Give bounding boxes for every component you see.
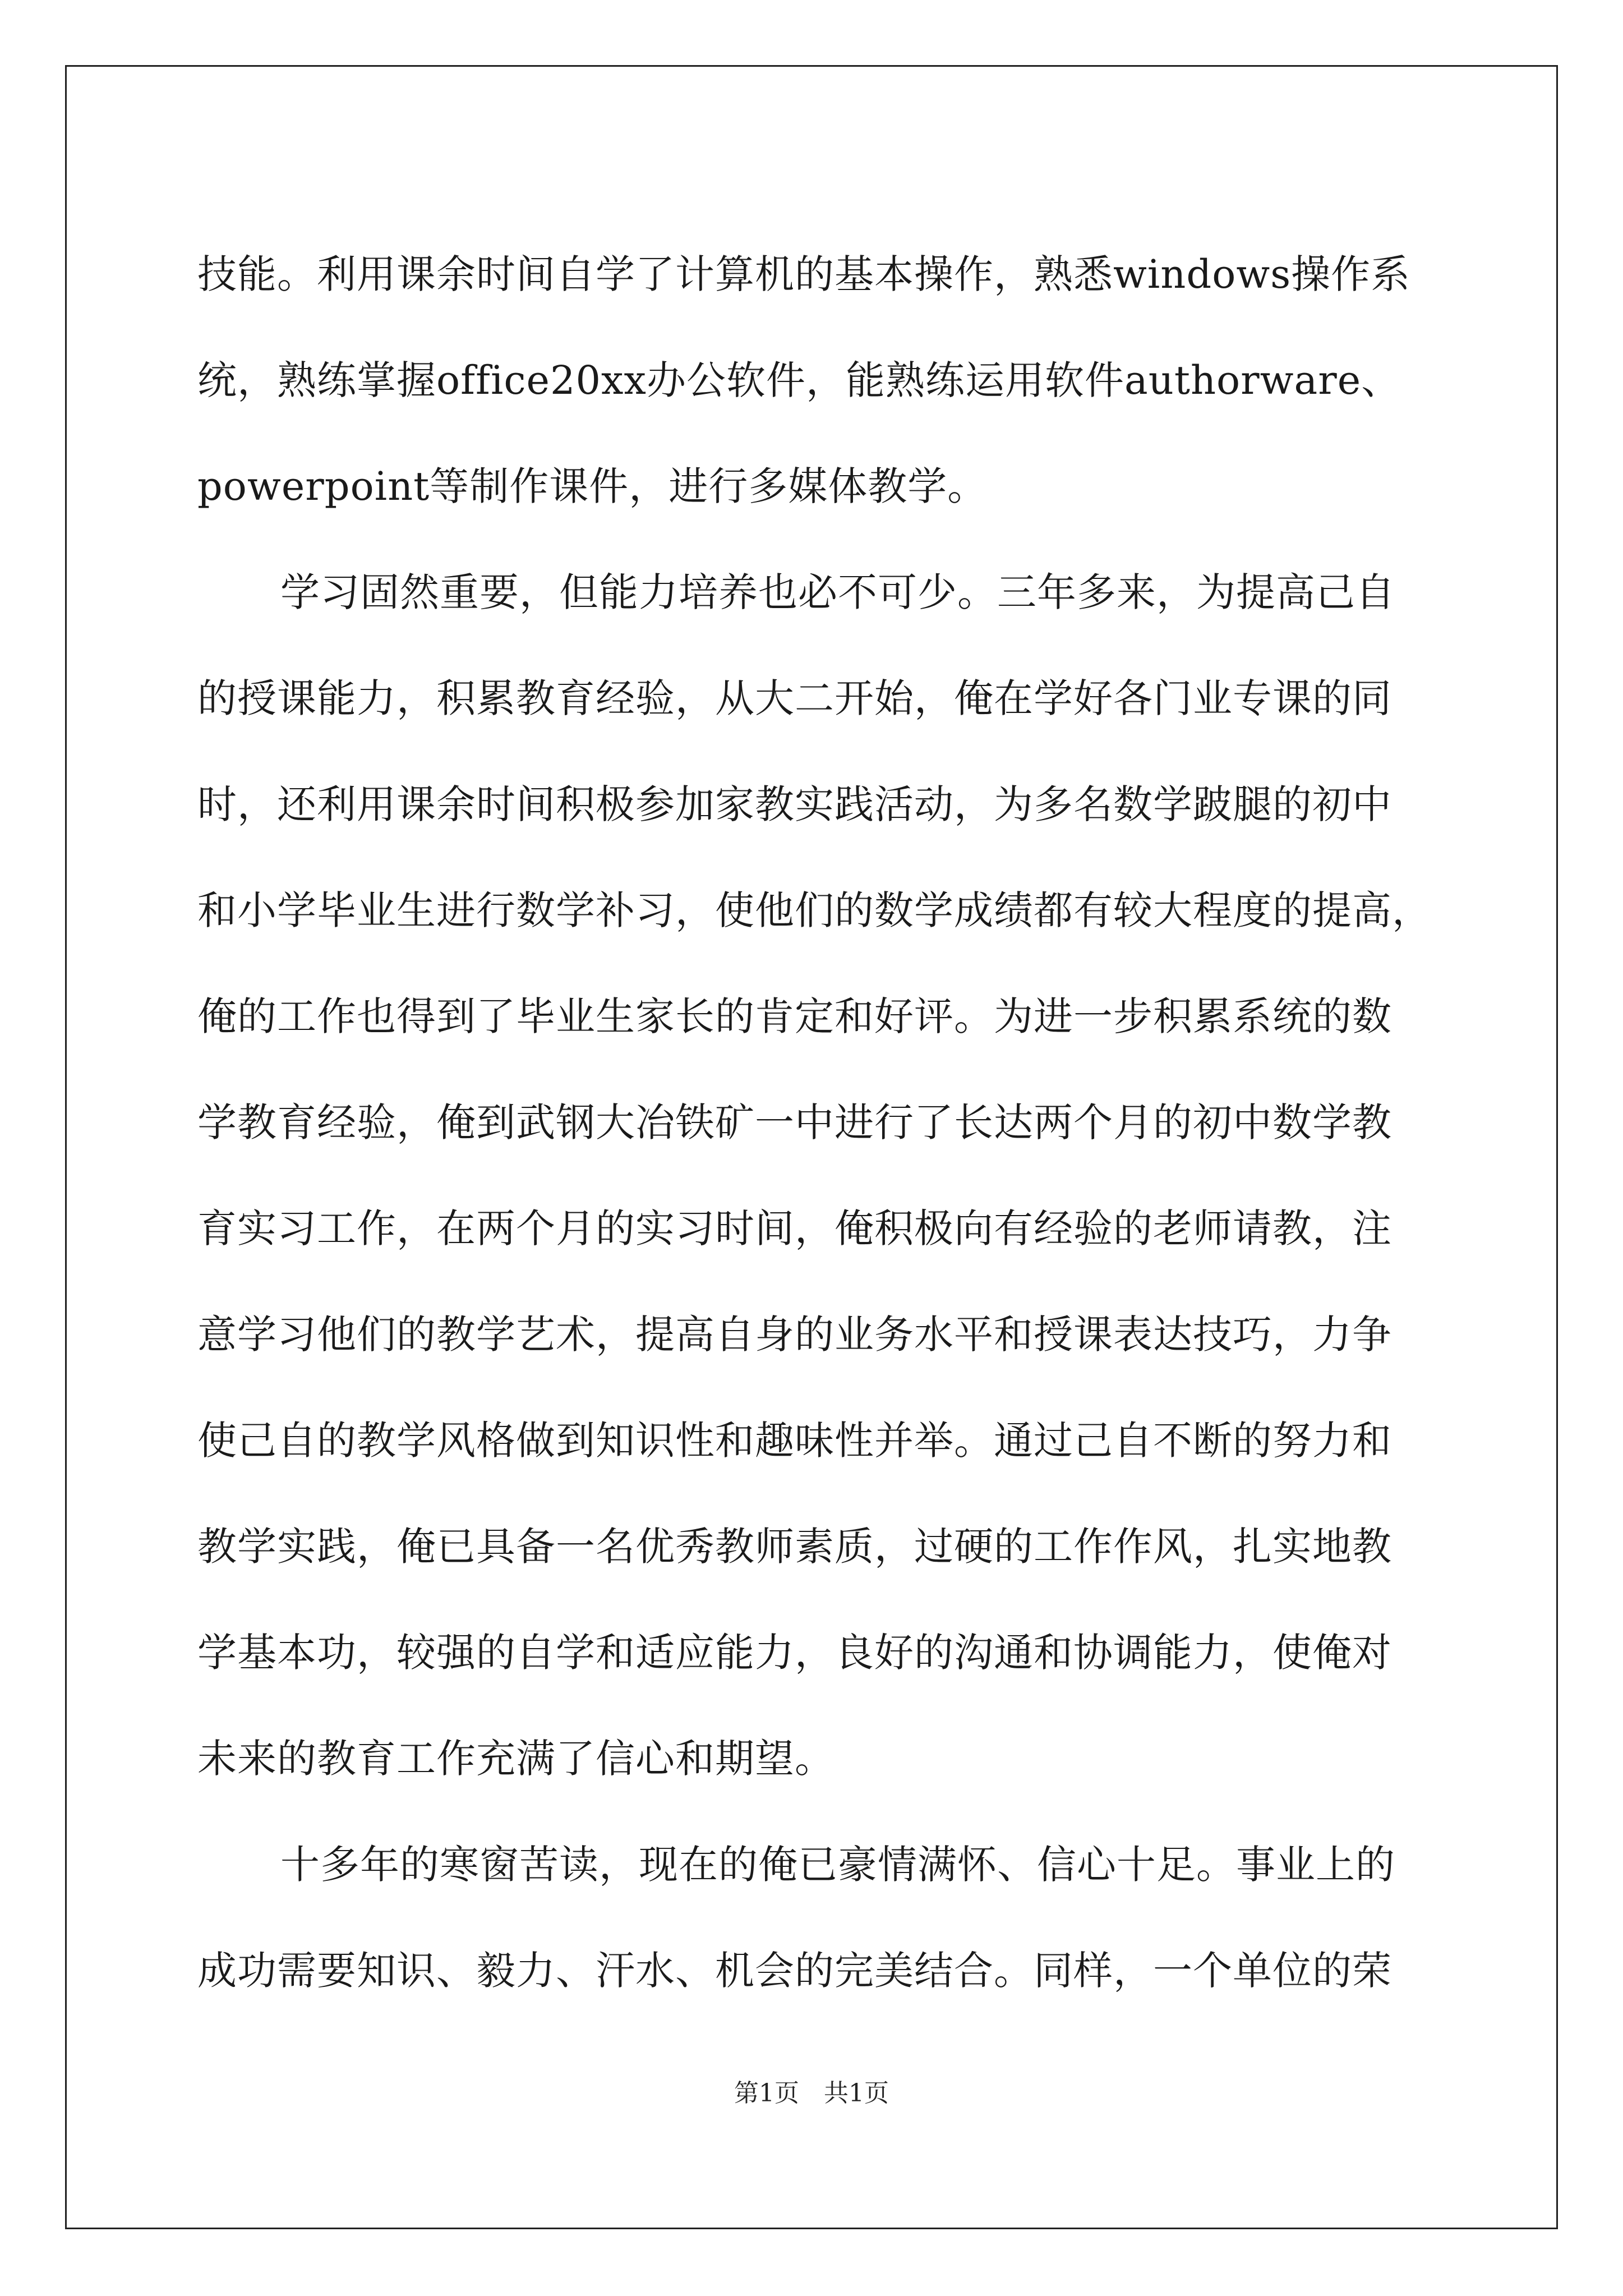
page-footer — [0, 2073, 1623, 2109]
text-line: 未来的教育工作充满了信心和期望。 — [197, 1736, 834, 1782]
text-line: 学基本功，较强的自学和适应能力，良好的沟通和协调能力，使俺对 — [197, 1630, 1392, 1676]
text-line: 育实习工作，在两个月的实习时间，俺积极向有经验的老师请教，注 — [197, 1205, 1392, 1251]
text-line: 学教育经验，俺到武钢大冶铁矿一中进行了长达两个月的初中数学教 — [197, 1099, 1392, 1145]
text-line: 使己自的教学风格做到知识性和趣味性并举。通过己自不断的努力和 — [197, 1418, 1392, 1464]
text-line: 成功需要知识、毅力、汗水、机会的完美结合。同样，一个单位的荣 — [197, 1948, 1392, 1994]
text-line: 和小学毕业生进行数学补习，使他们的数学成绩都有较大程度的提高， — [197, 887, 1432, 933]
text-line: 统，熟练掌握office20xx办公软件，能熟练运用软件authorware、 — [197, 357, 1401, 403]
paragraph-first-line: 学习固然重要，但能力培养也必不可少。三年多来，为提高己自 — [280, 569, 1395, 615]
text-line: 的授课能力，积累教育经验，从大二开始，俺在学好各门业专课的同 — [197, 675, 1392, 721]
paragraph-first-line: 十多年的寒窗苦读，现在的俺已豪情满怀、信心十足。事业上的 — [280, 1842, 1395, 1888]
text-line: 技能。利用课余时间自学了计算机的基本操作，熟悉windows操作系 — [197, 251, 1411, 297]
text-line: 时，还利用课余时间积极参加家教实践活动，为多名数学跛腿的初中 — [197, 781, 1392, 827]
text-line: powerpoint等制作课件，进行多媒体教学。 — [197, 463, 988, 509]
text-line: 教学实践，俺已具备一名优秀教师素质，过硬的工作作风，扎实地教 — [197, 1524, 1392, 1570]
document-body — [197, 222, 1431, 2024]
text-line: 意学习他们的教学艺术，提高自身的业务水平和授课表达技巧，力争 — [197, 1312, 1392, 1358]
page-total: 共1页 — [824, 2079, 889, 2108]
page-number: 第1页 — [734, 2079, 799, 2108]
text-line: 俺的工作也得到了毕业生家长的肯定和好评。为进一步积累系统的数 — [197, 993, 1392, 1039]
